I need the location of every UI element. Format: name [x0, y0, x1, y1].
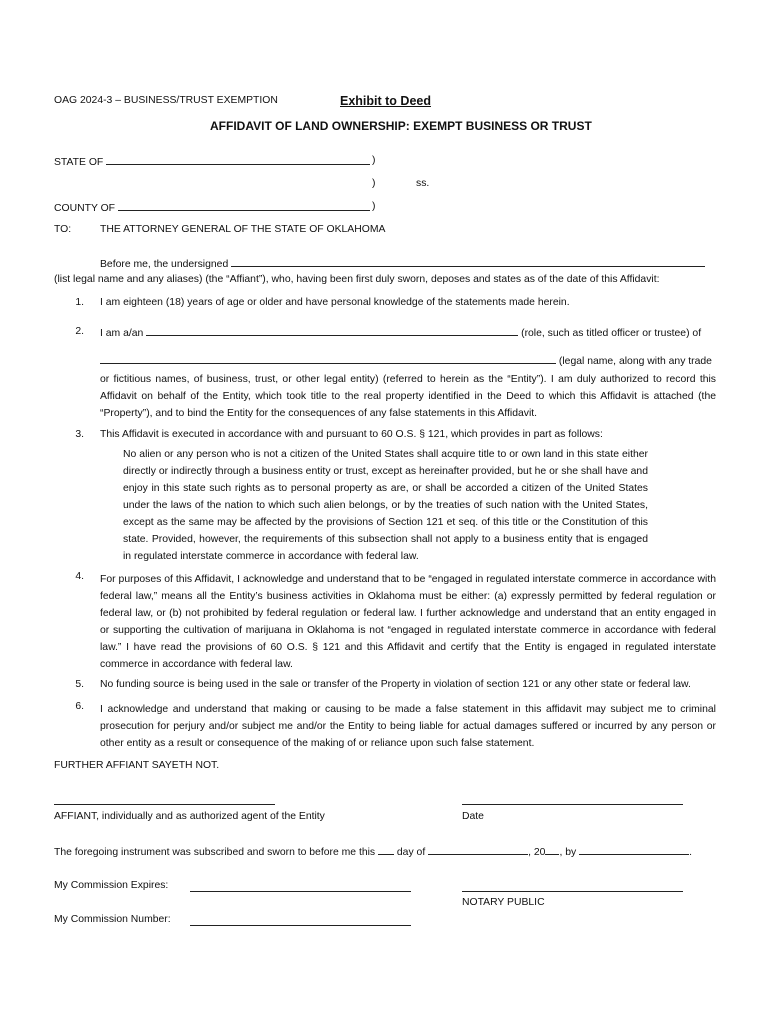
statute-quote: No alien or any person who is not a citizen of the United States shall acquire title to or own land in this state either directly or indirectly through a business entity or trust, except as hereinafter provided, but he or she shall have and enjoy in this state such rights as to personal property as are, or shall be accorded a citizen of the United States under the laws of the nation to which such alien belongs, or by the treaties of such nation with the United States, except as the same may be affected by the provisions of Section 121 et seq. of this title or the Constitution of this state. Provided, however, the requirements of this subsection shall not apply to a business entity that is engaged in regulated interstate commerce in accordance with federal law. — [123, 449, 648, 562]
ss-label: ss. — [416, 178, 430, 189]
county-label: COUNTY OF — [54, 201, 370, 214]
entity-name-field[interactable] — [100, 354, 556, 364]
item-number: 1. — [75, 297, 84, 308]
item-1-text: I am eighteen (18) years of age or older and have personal knowledge of the statements made herein. — [100, 297, 570, 308]
affiant-label: AFFIANT, individually and as authorized agent of the Entity — [54, 811, 325, 822]
item-number: 5. — [75, 679, 84, 690]
date-label: Date — [462, 811, 484, 822]
item-number: 6. — [75, 701, 84, 712]
intro-line: Before me, the undersigned — [100, 257, 705, 270]
item-number: 2. — [75, 326, 84, 337]
year-field[interactable] — [545, 845, 559, 855]
page-title: AFFIDAVIT OF LAND OWNERSHIP: EXEMPT BUSINESS OR TRUST — [210, 119, 592, 133]
notary-signature-line[interactable] — [462, 890, 683, 892]
item-3-text: This Affidavit is executed in accordance with and pursuant to 60 O.S. § 121, which provides in part as follows: — [100, 429, 603, 440]
intro-line-2: (list legal name and any aliases) (the “Affiant”), who, having been first duly sworn, deposes and states as of the date of this Affidavit: — [54, 274, 660, 285]
signer-name-field[interactable] — [579, 845, 689, 855]
commission-expires-field[interactable] — [190, 890, 411, 892]
state-label: STATE OF — [54, 155, 370, 168]
commission-number-label: My Commission Number: — [54, 914, 171, 925]
commission-number-field[interactable] — [190, 924, 411, 926]
affiant-signature-line[interactable] — [54, 803, 275, 805]
notary-public-label: NOTARY PUBLIC — [462, 897, 545, 908]
item-4-text: For purposes of this Affidavit, I acknowledge and understand that to be “engaged in regulated interstate commerce in accordance with federal law,” means all the Entity’s business activities in Oklahoma must be either: (a) expressly permitted by federal regulation or federal law, or (b) not prohibited by federal regulation or federal law. I further acknowledge and understand that an entity engaged in or supporting the cultivation of marijuana in Oklahoma is not “engaged in regulated interstate commerce in accordance with federal law.” I have read the provisions of 60 O.S. § 121 and this Affidavit and certify that the Entity is engaged in regulated interstate commerce in accordance with federal law. — [100, 574, 716, 670]
state-field[interactable] — [106, 155, 370, 165]
item-number: 3. — [75, 429, 84, 440]
item-2-text: or fictitious names, of business, trust, or other legal entity) (referred to herein as the “Entity”). I am duly authorized to record this Affidavit on behalf of the Entity, which took title to the real property identified in the Deed to which this Affidavit is attached (the “Property”), and to bind the Entity for the consequences of any false statements in this Affidavit. — [100, 374, 716, 419]
closing-statement: FURTHER AFFIANT SAYETH NOT. — [54, 760, 220, 771]
item-number: 4. — [75, 571, 84, 582]
commission-expires-label: My Commission Expires: — [54, 880, 169, 891]
date-line[interactable] — [462, 803, 683, 805]
venue-paren: ) — [372, 178, 376, 189]
item-2-line-1: I am a/an (role, such as titled officer or trustee) of — [100, 328, 702, 339]
to-label: TO: — [54, 224, 72, 235]
venue-paren: ) — [372, 201, 376, 212]
item-5-text: No funding source is being used in the sale or transfer of the Property in violation of section 121 or any other state or federal law. — [100, 679, 691, 690]
exhibit-heading: Exhibit to Deed — [340, 94, 431, 108]
county-field[interactable] — [118, 201, 370, 211]
month-field[interactable] — [428, 845, 528, 855]
day-field[interactable] — [378, 845, 394, 855]
item-6-text: I acknowledge and understand that making or causing to be made a false statement in this affidavit may subject me to criminal prosecution for perjury and/or subject me and/or the Entity to being liable for actual damages suffered or incurred by any person or other entity as a result or consequence of the making of or reliance upon such false statement. — [100, 704, 716, 749]
jurat-line: The foregoing instrument was subscribed and sworn to before me this day of , 20 , by . — [54, 847, 692, 858]
item-2-line-2: (legal name, along with any trade — [100, 354, 712, 367]
form-id: OAG 2024-3 – BUSINESS/TRUST EXEMPTION — [54, 95, 278, 106]
to-recipient: THE ATTORNEY GENERAL OF THE STATE OF OKLAHOMA — [100, 224, 386, 235]
affiant-name-field[interactable] — [231, 257, 705, 267]
role-field[interactable] — [146, 326, 518, 336]
venue-paren: ) — [372, 155, 376, 166]
